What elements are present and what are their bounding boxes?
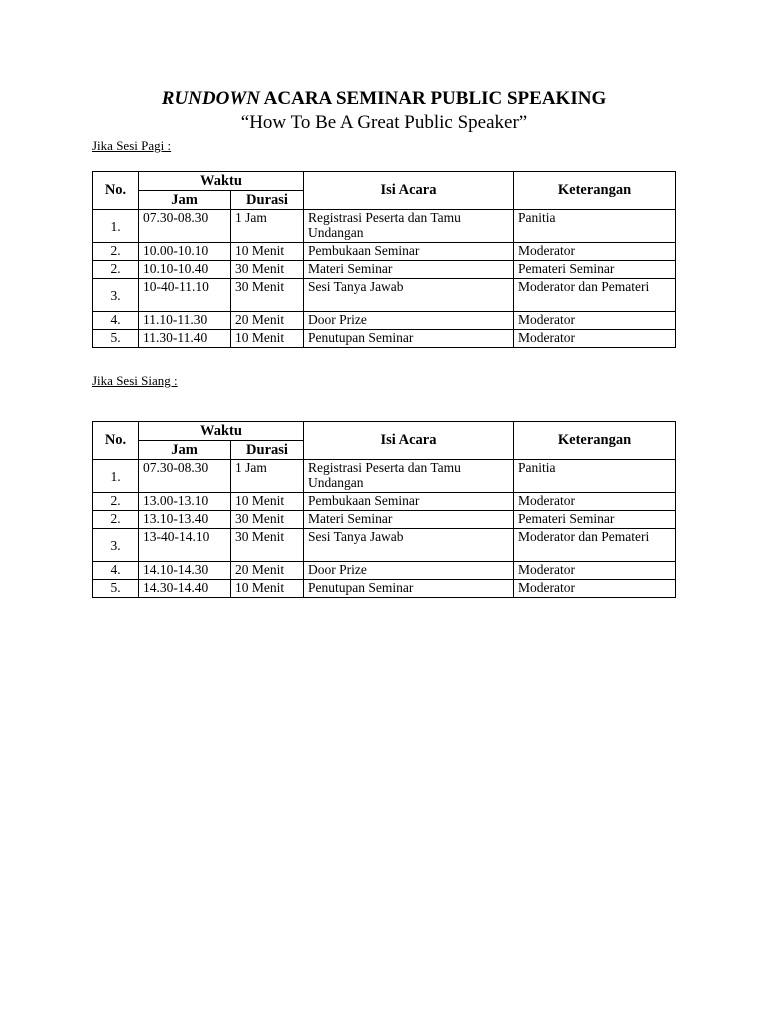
cell-keterangan: Pemateri Seminar [514, 511, 676, 529]
cell-no: 3. [93, 279, 139, 312]
cell-keterangan: Moderator [514, 243, 676, 261]
table-row [93, 460, 676, 493]
header-jam: Jam [139, 441, 231, 460]
header-waktu: Waktu [139, 422, 304, 441]
cell-durasi: 20 Menit [231, 562, 304, 580]
header-waktu: Waktu [139, 172, 304, 191]
cell-keterangan: Pemateri Seminar [514, 261, 676, 279]
document-title [0, 88, 768, 110]
cell-keterangan: Panitia [514, 210, 676, 243]
cell-durasi: 10 Menit [231, 493, 304, 511]
cell-no: 4. [93, 312, 139, 330]
cell-durasi: 10 Menit [231, 580, 304, 598]
table-row [93, 562, 676, 580]
header-isi-acara: Isi Acara [304, 422, 514, 460]
cell-keterangan: Moderator [514, 562, 676, 580]
cell-keterangan: Moderator dan Pemateri [514, 279, 676, 312]
table-row [93, 511, 676, 529]
table-row [93, 261, 676, 279]
title-rest: ACARA SEMINAR PUBLIC SPEAKING [259, 88, 607, 109]
cell-no: 2. [93, 261, 139, 279]
cell-isi-acara: Penutupan Seminar [304, 580, 514, 598]
cell-jam: 10.00-10.10 [139, 243, 231, 261]
cell-no: 5. [93, 580, 139, 598]
cell-no: 2. [93, 243, 139, 261]
cell-durasi: 30 Menit [231, 261, 304, 279]
cell-jam: 07.30-08.30 [139, 460, 231, 493]
document-subtitle: “How To Be A Great Public Speaker” [240, 112, 528, 133]
cell-isi-acara: Materi Seminar [304, 261, 514, 279]
cell-keterangan: Moderator [514, 580, 676, 598]
cell-durasi: 30 Menit [231, 529, 304, 562]
cell-isi-acara: Materi Seminar [304, 511, 514, 529]
table-row [93, 330, 676, 348]
cell-jam: 14.30-14.40 [139, 580, 231, 598]
cell-isi-acara: Registrasi Peserta dan Tamu Undangan [304, 460, 514, 493]
table-row [93, 529, 676, 562]
section-label-pagi: Jika Sesi Pagi : [92, 138, 172, 153]
cell-jam: 11.10-11.30 [139, 312, 231, 330]
table-row [93, 312, 676, 330]
cell-isi-acara: Pembukaan Seminar [304, 243, 514, 261]
table-row [93, 279, 676, 312]
cell-jam: 13.00-13.10 [139, 493, 231, 511]
cell-isi-acara: Registrasi Peserta dan Tamu Undangan [304, 210, 514, 243]
cell-no: 1. [93, 210, 139, 243]
table-row [93, 243, 676, 261]
cell-durasi: 30 Menit [231, 279, 304, 312]
cell-keterangan: Panitia [514, 460, 676, 493]
table-row [93, 580, 676, 598]
table-header-row [93, 422, 676, 441]
header-no: No. [93, 172, 139, 210]
header-keterangan: Keterangan [514, 422, 676, 460]
cell-jam: 07.30-08.30 [139, 210, 231, 243]
cell-no: 2. [93, 511, 139, 529]
cell-no: 3. [93, 529, 139, 562]
table-header-row [93, 172, 676, 191]
cell-no: 4. [93, 562, 139, 580]
cell-durasi: 20 Menit [231, 312, 304, 330]
cell-isi-acara: Door Prize [304, 312, 514, 330]
schedule-table-siang [92, 421, 676, 598]
header-durasi: Durasi [231, 191, 304, 210]
cell-durasi: 1 Jam [231, 210, 304, 243]
title-italic: RUNDOWN [161, 88, 260, 109]
cell-keterangan: Moderator dan Pemateri [514, 529, 676, 562]
cell-durasi: 10 Menit [231, 243, 304, 261]
cell-isi-acara: Sesi Tanya Jawab [304, 529, 514, 562]
cell-keterangan: Moderator [514, 330, 676, 348]
header-keterangan: Keterangan [514, 172, 676, 210]
cell-jam: 13-40-14.10 [139, 529, 231, 562]
cell-durasi: 10 Menit [231, 330, 304, 348]
schedule-table-pagi [92, 171, 676, 348]
cell-jam: 11.30-11.40 [139, 330, 231, 348]
cell-isi-acara: Pembukaan Seminar [304, 493, 514, 511]
table-row [93, 210, 676, 243]
cell-jam: 13.10-13.40 [139, 511, 231, 529]
header-durasi: Durasi [231, 441, 304, 460]
cell-isi-acara: Penutupan Seminar [304, 330, 514, 348]
cell-no: 1. [93, 460, 139, 493]
cell-jam: 10.10-10.40 [139, 261, 231, 279]
cell-isi-acara: Door Prize [304, 562, 514, 580]
cell-no: 2. [93, 493, 139, 511]
cell-durasi: 1 Jam [231, 460, 304, 493]
cell-jam: 10-40-11.10 [139, 279, 231, 312]
header-jam: Jam [139, 191, 231, 210]
section-label-siang: Jika Sesi Siang : [92, 373, 178, 388]
cell-keterangan: Moderator [514, 493, 676, 511]
header-no: No. [93, 422, 139, 460]
cell-jam: 14.10-14.30 [139, 562, 231, 580]
table-row [93, 493, 676, 511]
cell-durasi: 30 Menit [231, 511, 304, 529]
header-isi-acara: Isi Acara [304, 172, 514, 210]
cell-isi-acara: Sesi Tanya Jawab [304, 279, 514, 312]
cell-keterangan: Moderator [514, 312, 676, 330]
cell-no: 5. [93, 330, 139, 348]
